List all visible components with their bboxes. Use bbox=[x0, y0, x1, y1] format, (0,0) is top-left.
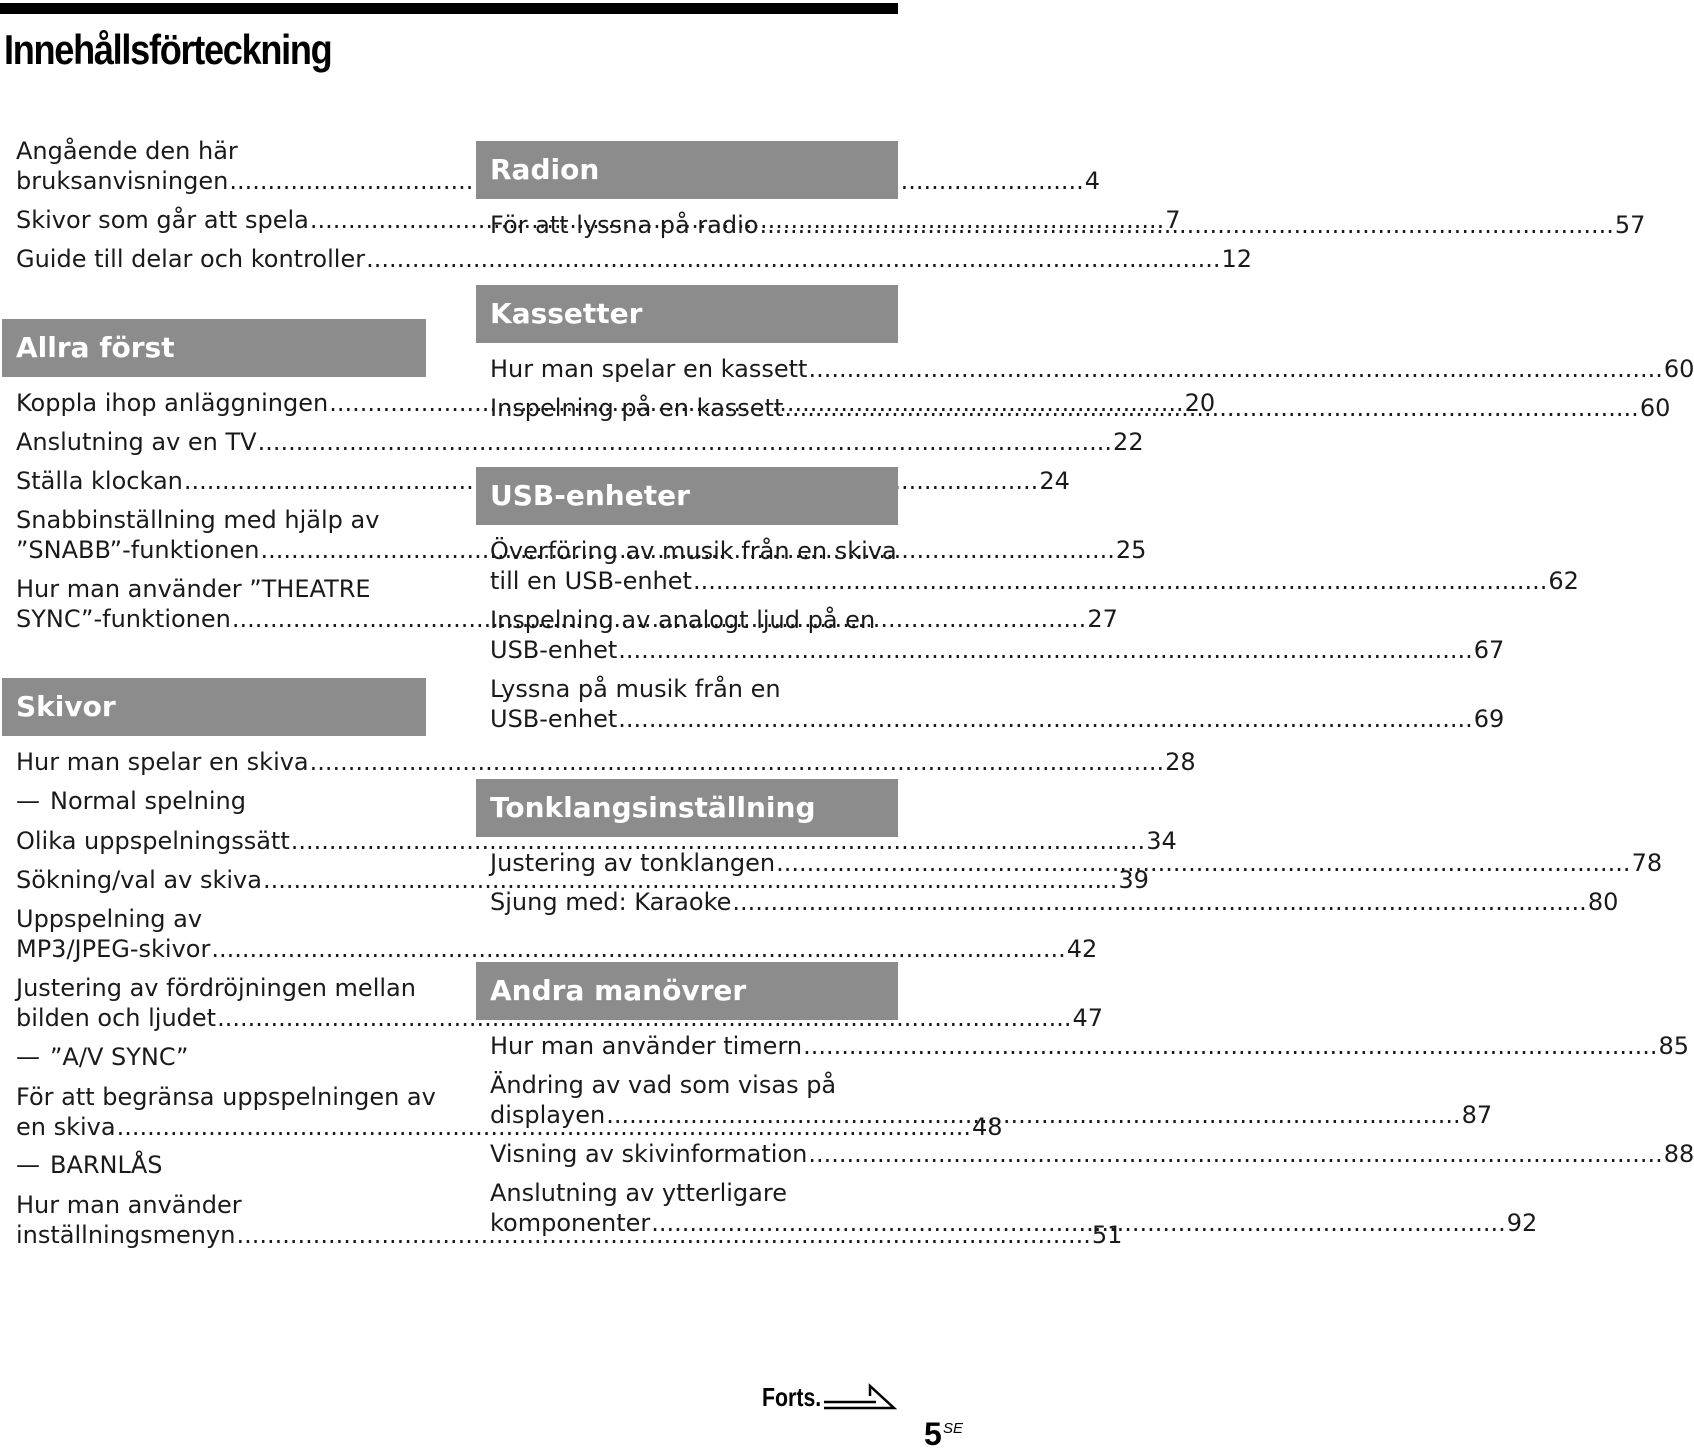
section-header-allra-forst: Allra först bbox=[2, 319, 426, 377]
toc-entry[interactable]: Sökning/val av skiva ..... 39 bbox=[16, 865, 426, 895]
toc-entry[interactable]: Olika uppspelningssätt ..... 34 bbox=[16, 826, 426, 856]
page-ref: 34 bbox=[1146, 827, 1177, 855]
page-ref: 28 bbox=[1165, 748, 1196, 776]
page-ref: 78 bbox=[1631, 849, 1663, 877]
leader-dots bbox=[693, 566, 1547, 596]
page-ref: 47 bbox=[1072, 1004, 1104, 1032]
toc-entry[interactable]: Inspelning av analogt ljud på en USB-enhet ..... 67 bbox=[490, 605, 898, 665]
leader-dots bbox=[784, 393, 1638, 423]
toc-entry[interactable]: Inspelning på en kassett ..... 60 bbox=[490, 393, 898, 423]
toc-entry[interactable]: Justering av fördröjningen mellan bilden och ljudet ..... 47 bbox=[16, 973, 426, 1033]
toc-entry[interactable]: Överföring av musik från en skiva till en USB-enhet ..... 62 bbox=[490, 536, 898, 596]
section-header-andra-manovrer: Andra manövrer bbox=[476, 962, 898, 1020]
toc-entry[interactable]: Skivor som går att spela ..... 7 bbox=[16, 205, 426, 235]
toc-entry[interactable]: Uppspelning av MP3/JPEG-skivor ..... 42 bbox=[16, 904, 426, 964]
toc-subnote: — Normal spelning bbox=[16, 787, 246, 815]
leader-dots bbox=[808, 1139, 1662, 1169]
page-ref: 42 bbox=[1066, 935, 1098, 963]
page-ref: 60 bbox=[1663, 355, 1694, 383]
page-ref: 20 bbox=[1184, 389, 1216, 417]
toc-entry[interactable]: Hur man använder timern ..... 85 bbox=[490, 1031, 898, 1061]
em-dash: — bbox=[16, 1043, 40, 1071]
page-ref: 4 bbox=[1084, 167, 1101, 195]
page-ref: 12 bbox=[1221, 245, 1253, 273]
toc-entry[interactable]: Hur man spelar en skiva ..... 28 bbox=[16, 747, 426, 777]
section-header-tonklangsinstallning: Tonklangsinställning bbox=[476, 779, 898, 837]
leader-dots bbox=[803, 1031, 1657, 1061]
page-ref: 67 bbox=[1473, 636, 1505, 664]
page-ref: 88 bbox=[1663, 1140, 1694, 1168]
section-header-radion: Radion bbox=[476, 141, 898, 199]
page-ref: 69 bbox=[1473, 705, 1505, 733]
leader-dots bbox=[759, 210, 1613, 240]
leader-dots bbox=[618, 635, 1472, 665]
leader-dots bbox=[618, 704, 1472, 734]
page-ref: 85 bbox=[1658, 1032, 1690, 1060]
toc-subnote: — ”A/V SYNC” bbox=[16, 1043, 189, 1071]
page-ref: 22 bbox=[1113, 428, 1144, 456]
leader-dots bbox=[211, 934, 1065, 964]
toc-entry[interactable]: Anslutning av ytterligare komponenter ..... 92 bbox=[490, 1178, 898, 1238]
page-ref: 62 bbox=[1548, 567, 1579, 595]
toc-entry[interactable]: För att begränsa uppspelningen av en skiva ..... 48 bbox=[16, 1082, 426, 1142]
toc-entry[interactable]: Angående den här bruksanvisningen ..... 4 bbox=[16, 136, 426, 196]
section-header-kassetter: Kassetter bbox=[476, 285, 898, 343]
page-ref: 92 bbox=[1506, 1209, 1538, 1237]
toc-subnote: — BARNLÅS bbox=[16, 1151, 163, 1179]
page-ref: 87 bbox=[1461, 1101, 1493, 1129]
leader-dots bbox=[606, 1100, 1460, 1130]
toc-entry[interactable]: Ändring av vad som visas på displayen ..... 87 bbox=[490, 1070, 898, 1130]
leader-dots bbox=[310, 747, 1164, 777]
toc-entry[interactable]: Hur man använder ”THEATRE SYNC”-funktionen ..... 27 bbox=[16, 574, 426, 634]
toc-entry[interactable]: För att lyssna på radio ..... 57 bbox=[490, 210, 898, 240]
section-header-usb-enheter: USB-enheter bbox=[476, 467, 898, 525]
page-ref: 80 bbox=[1587, 888, 1619, 916]
leader-dots bbox=[776, 848, 1630, 878]
leader-dots bbox=[808, 354, 1662, 384]
page-number-suffix: SE bbox=[943, 1420, 964, 1437]
leader-dots bbox=[366, 244, 1220, 274]
section-header-skivor: Skivor bbox=[2, 678, 426, 736]
page-ref: 25 bbox=[1115, 536, 1147, 564]
toc-entry[interactable]: Hur man spelar en kassett ..... 60 bbox=[490, 354, 898, 384]
page-title: Innehållsförteckning bbox=[4, 26, 332, 73]
leader-dots bbox=[258, 427, 1112, 457]
toc-entry[interactable]: Anslutning av en TV ..... 22 bbox=[16, 427, 426, 457]
toc-entry[interactable]: Snabbinställning med hjälp av ”SNABB”-funktionen ..... 25 bbox=[16, 505, 426, 565]
em-dash: — bbox=[16, 1151, 40, 1179]
toc-entry[interactable]: Visning av skivinformation ..... 88 bbox=[490, 1139, 898, 1169]
toc-entry[interactable]: Sjung med: Karaoke ..... 80 bbox=[490, 887, 898, 917]
top-rule bbox=[0, 3, 898, 14]
toc-entry[interactable]: Lyssna på musik från en USB-enhet ..... 69 bbox=[490, 674, 898, 734]
em-dash: — bbox=[16, 787, 40, 815]
page-ref: 57 bbox=[1614, 211, 1646, 239]
page-ref: 27 bbox=[1087, 605, 1118, 633]
toc-entry[interactable]: Justering av tonklangen ..... 78 bbox=[490, 848, 898, 878]
toc-entry[interactable]: Ställa klockan ..... 24 bbox=[16, 466, 426, 496]
page-ref: 39 bbox=[1118, 866, 1149, 894]
continued-label: Forts. bbox=[762, 1382, 822, 1412]
page-number: 5 bbox=[924, 1416, 942, 1452]
page-ref: 51 bbox=[1091, 1221, 1123, 1249]
page-ref: 7 bbox=[1165, 206, 1181, 234]
continued-arrow-icon bbox=[822, 1380, 898, 1414]
leader-dots bbox=[651, 1208, 1505, 1238]
page-ref: 48 bbox=[972, 1113, 1003, 1141]
page-ref: 24 bbox=[1039, 467, 1070, 495]
toc-entry[interactable]: Hur man använder inställningsmenyn ..... 51 bbox=[16, 1190, 426, 1250]
toc-entry[interactable]: Guide till delar och kontroller ..... 12 bbox=[16, 244, 426, 274]
leader-dots bbox=[732, 887, 1586, 917]
toc-entry[interactable]: Koppla ihop anläggningen ..... 20 bbox=[16, 388, 426, 418]
page-ref: 60 bbox=[1639, 394, 1671, 422]
